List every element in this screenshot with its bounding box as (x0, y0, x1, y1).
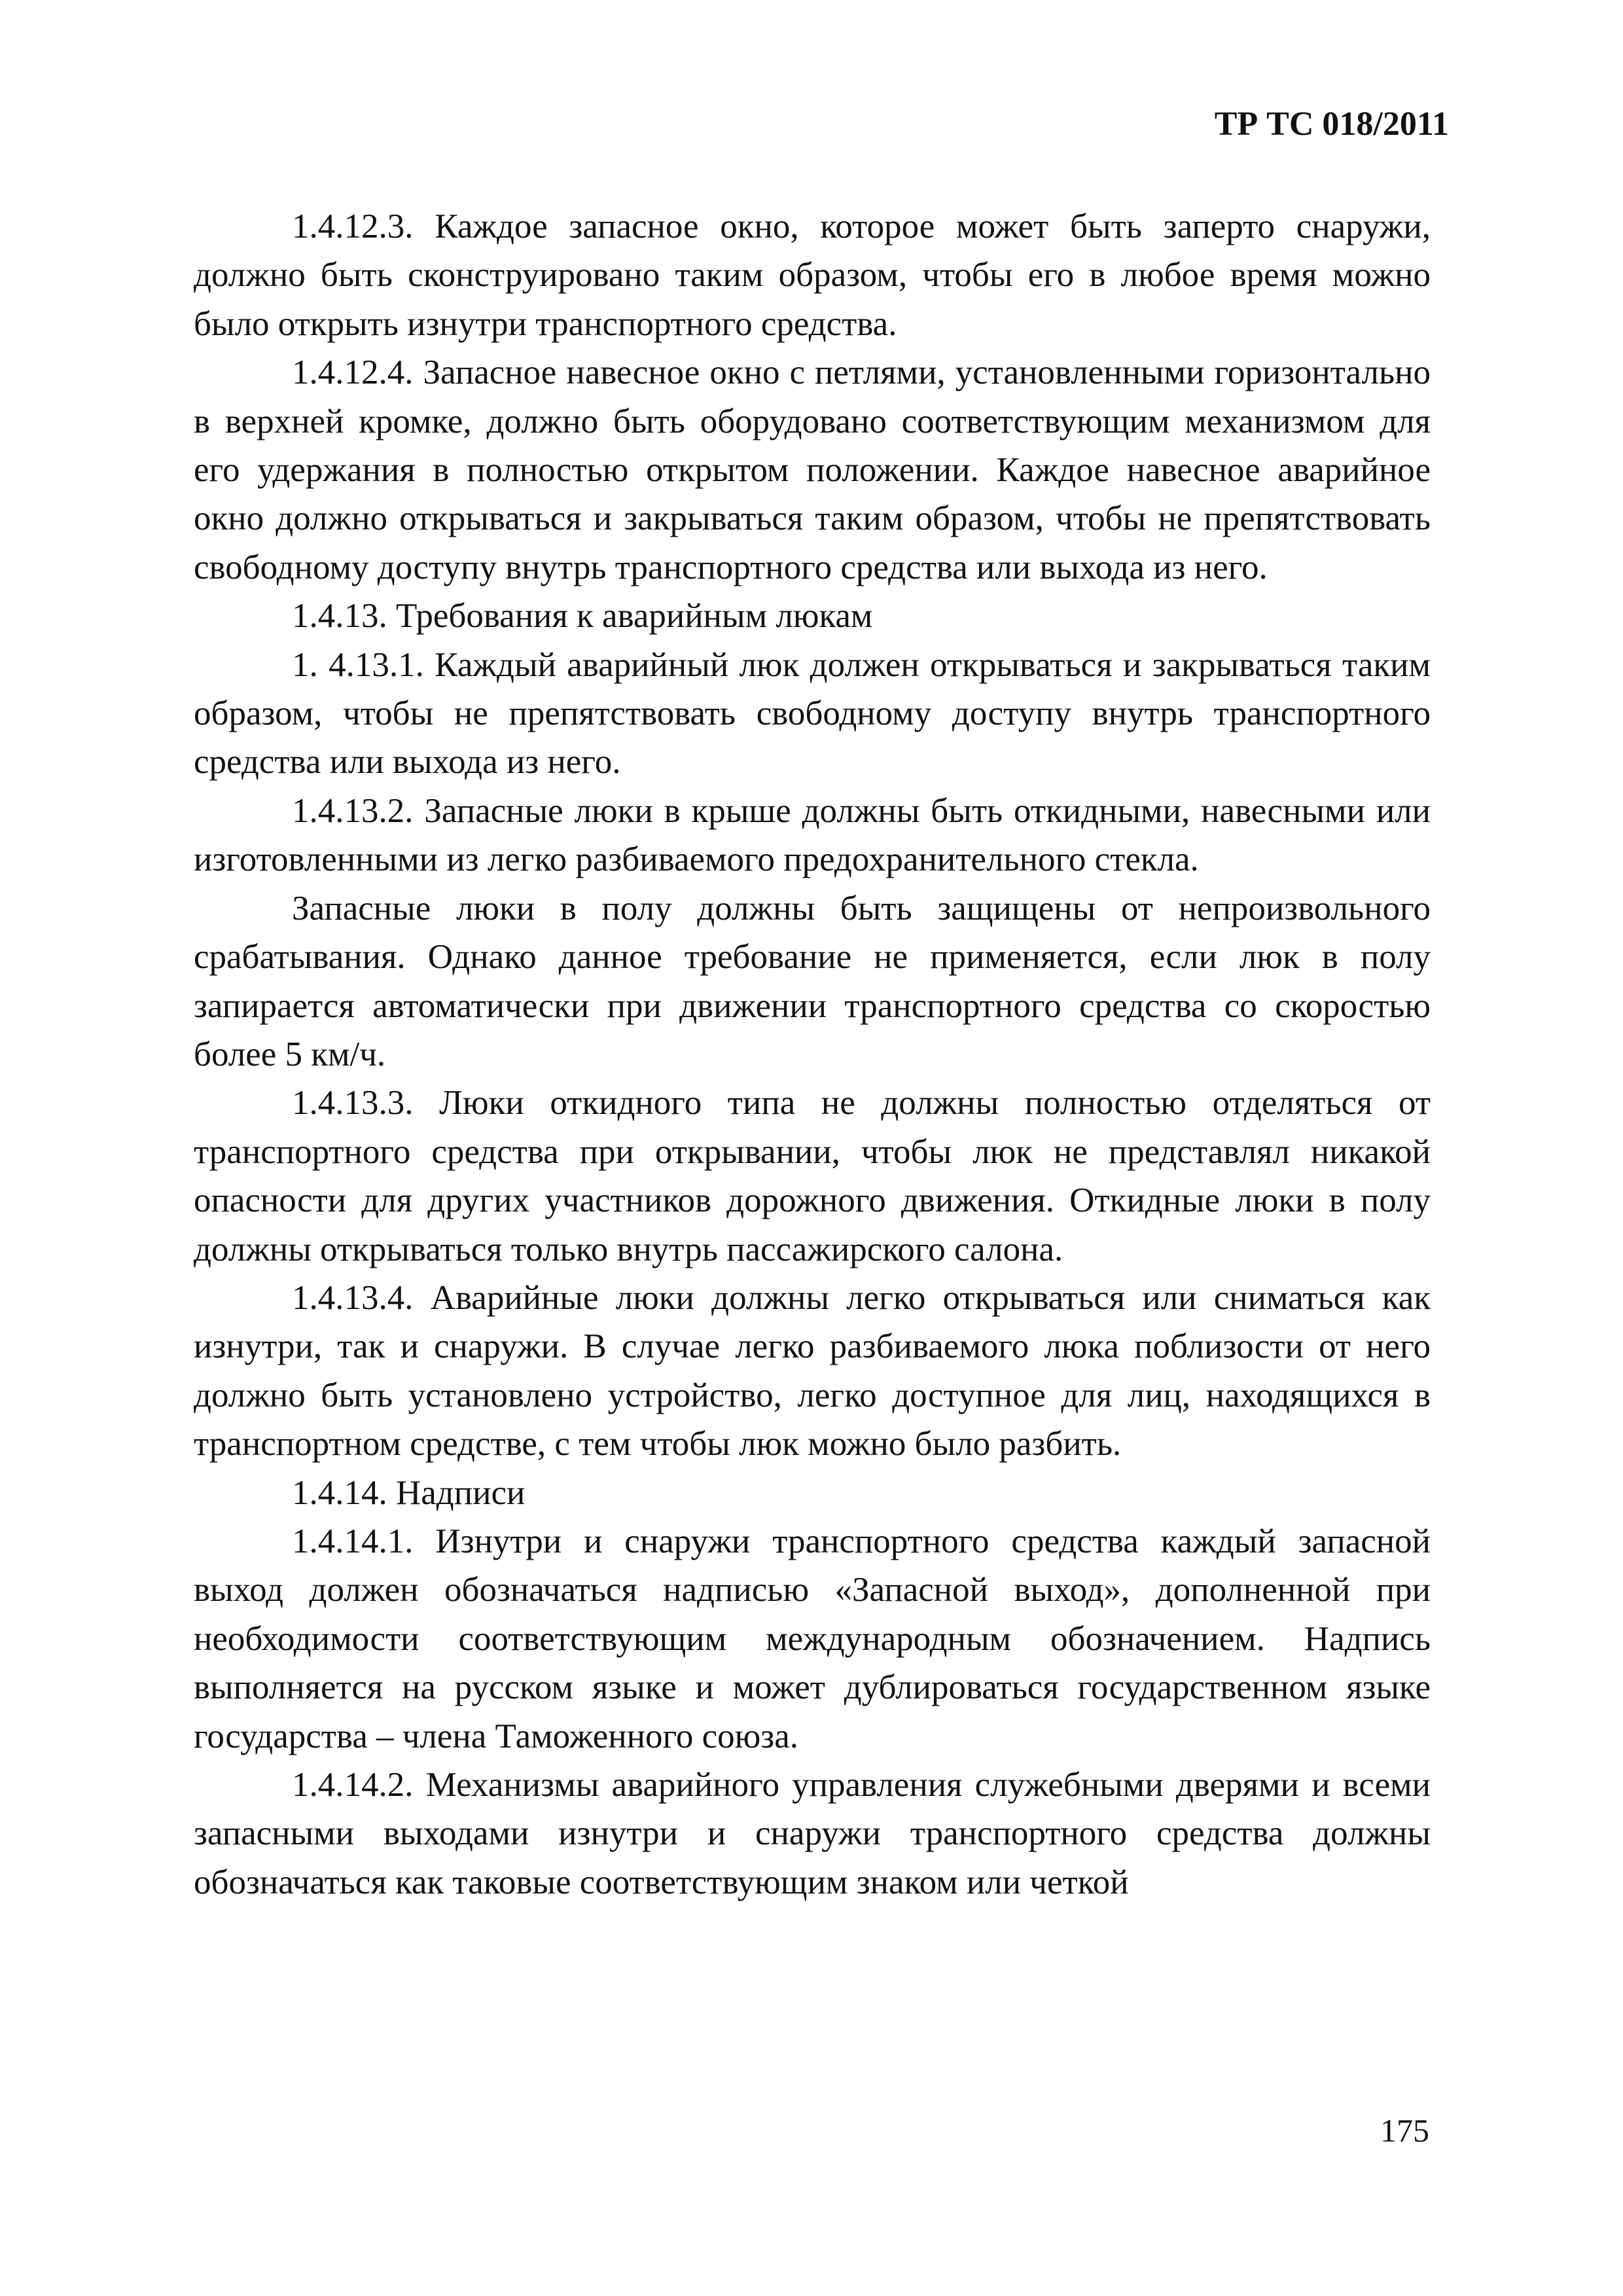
section-heading-1-4-13: 1.4.13. Требования к аварийным люкам (292, 597, 873, 636)
paragraph-floor-hatches: Запасные люки в полу должны быть защищены от непроизвольного срабатывания. Однако данное требование не применяется, если люк в полу запирается автоматически при движении транспортного средства со скоростью более 5 км/ч. (194, 889, 1431, 1073)
paragraph-1-4-13-4: 1.4.13.4. Аварийные люки должны легко открываться или сниматься как изнутри, так и снаружи. В случае легко разбиваемого люка поблизости от него должно быть установлено устройство, легко доступное для лиц, находящихся в транспортном средстве, с тем чтобы люк можно было разбить. (194, 1278, 1431, 1463)
paragraph-1-4-13-1: 1. 4.13.1. Каждый аварийный люк должен открываться и закрываться таким образом, чтобы не препятствовать свободному доступу внутрь транспортного средства или выхода из него. (194, 645, 1431, 781)
paragraph-1-4-12-4: 1.4.12.4. Запасное навесное окно с петлями, установленными горизонтально в верхней кромке, должно быть оборудовано соответствующим механизмом для его удержания в полностью открытом положении. Каждое навесное аварийное окно должно открываться и закрываться таким образом, чтобы не препятствовать свободному доступу внутрь транспортного средства или выхода из него. (194, 353, 1431, 586)
section-heading-1-4-14: 1.4.14. Надписи (292, 1473, 526, 1512)
paragraph-1-4-14-2: 1.4.14.2. Механизмы аварийного управления служебными дверями и всеми запасными выходами изнутри и снаружи транспортного средства должны обозначаться как таковые соответствующим знаком или четкой (194, 1766, 1431, 1901)
paragraph-1-4-12-3: 1.4.12.3. Каждое запасное окно, которое может быть заперто снаружи, должно быть сконструировано таким образом, чтобы его в любое время можно было открыть изнутри транспортного средства. (194, 207, 1431, 343)
paragraph-1-4-13-2: 1.4.13.2. Запасные люки в крыше должны быть откидными, навесными или изготовленными из легко разбиваемого предохранительного стекла. (194, 791, 1431, 879)
document-header-id: ТР ТС 018/2011 (1214, 105, 1449, 143)
paragraph-1-4-13-3: 1.4.13.3. Люки откидного типа не должны полностью отделяться от транспортного средства при открывании, чтобы люк не представлял никакой опасности для других участников дорожного движения. Откидные люки в полу должны открываться только внутрь пассажирского салона. (194, 1084, 1431, 1268)
document-body (194, 202, 1431, 1907)
page-number: 175 (1380, 2112, 1429, 2149)
paragraph-1-4-14-1: 1.4.14.1. Изнутри и снаружи транспортного средства каждый запасной выход должен обозначаться надписью «Запасной выход», дополненной при необходимости соответствующим международным обозначением. Надпись выполняется на русском языке и может дублироваться государственном языке государства – члена Таможенного союза. (194, 1522, 1431, 1755)
